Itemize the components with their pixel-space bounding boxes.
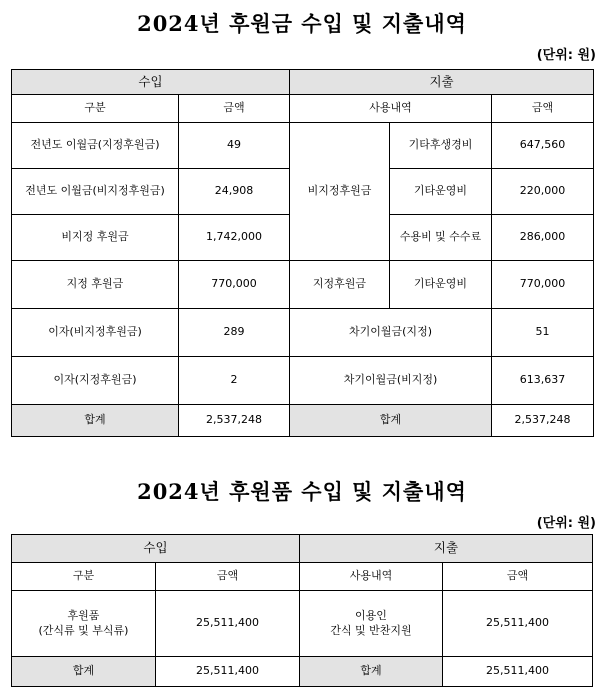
cash-income-label-5: 이자(비지정후원금): [12, 309, 179, 357]
goods-col-usage: 사용내역: [300, 563, 443, 591]
cash-unit: (단위: 원): [536, 48, 596, 63]
goods-col-amount2: 금액: [443, 563, 593, 591]
goods-income-amount: 25,511,400: [156, 591, 300, 657]
cash-income-amount-6: 2: [179, 357, 290, 405]
cash-expense-label-2: 기타운영비: [390, 169, 492, 215]
cash-expense-amount-2: 220,000: [492, 169, 594, 215]
cash-income-label-1: 전년도 이월금(지정후원금): [12, 123, 179, 169]
cash-col-usage: 사용내역: [290, 95, 492, 123]
cash-expense-amount-5: 51: [492, 309, 594, 357]
cash-income-amount-1: 49: [179, 123, 290, 169]
cash-expense-total: 2,537,248: [492, 405, 594, 437]
goods-table: [11, 534, 593, 687]
goods-income-label-line1: 후원품: [67, 608, 100, 622]
cash-expense-amount-6: 613,637: [492, 357, 594, 405]
cash-expense-amount-3: 286,000: [492, 215, 594, 261]
goods-unit: (단위: 원): [536, 516, 596, 531]
goods-expense-amount: 25,511,400: [443, 591, 593, 657]
cash-col-amount: 금액: [179, 95, 290, 123]
goods-expense-header: 지출: [300, 535, 593, 563]
cash-expense-label-6: 차기이월금(비지정): [290, 357, 492, 405]
goods-expense-label-line2: 간식 및 반찬지원: [330, 623, 412, 637]
cash-col-category: 구분: [12, 95, 179, 123]
cash-income-label-3: 비지정 후원금: [12, 215, 179, 261]
cash-title: 2024년 후원금 수입 및 지출내역: [137, 11, 467, 36]
cash-income-total-label: 합계: [12, 405, 179, 437]
cash-expense-label-1: 기타후생경비: [390, 123, 492, 169]
cash-table: [11, 69, 594, 437]
goods-expense-total: 25,511,400: [443, 657, 593, 687]
cash-expense-group-designated: 지정후원금: [290, 261, 390, 309]
goods-income-label: [12, 591, 156, 657]
cash-income-label-4: 지정 후원금: [12, 261, 179, 309]
cash-expense-total-label: 합계: [290, 405, 492, 437]
cash-expense-group-nondesignated: 비지정후원금: [290, 123, 390, 261]
goods-title: 2024년 후원품 수입 및 지출내역: [137, 479, 467, 504]
cash-income-label-6: 이자(지정후원금): [12, 357, 179, 405]
goods-col-amount: 금액: [156, 563, 300, 591]
cash-income-amount-5: 289: [179, 309, 290, 357]
goods-income-label-line2: (간식류 및 부식류): [38, 623, 129, 637]
goods-expense-label: [300, 591, 443, 657]
goods-income-header: 수입: [12, 535, 300, 563]
cash-income-label-2: 전년도 이월금(비지정후원금): [12, 169, 179, 215]
goods-col-category: 구분: [12, 563, 156, 591]
goods-expense-total-label: 합계: [300, 657, 443, 687]
cash-col-amount2: 금액: [492, 95, 594, 123]
goods-expense-label-line1: 이용인: [355, 608, 387, 622]
cash-expense-label-4: 기타운영비: [390, 261, 492, 309]
cash-expense-header: 지출: [290, 70, 594, 95]
cash-income-header: 수입: [12, 70, 290, 95]
cash-income-amount-4: 770,000: [179, 261, 290, 309]
cash-income-amount-2: 24,908: [179, 169, 290, 215]
goods-income-total: 25,511,400: [156, 657, 300, 687]
goods-income-total-label: 합계: [12, 657, 156, 687]
cash-expense-label-5: 차기이월금(지정): [290, 309, 492, 357]
cash-income-amount-3: 1,742,000: [179, 215, 290, 261]
cash-expense-amount-4: 770,000: [492, 261, 594, 309]
cash-expense-label-3: 수용비 및 수수료: [390, 215, 492, 261]
cash-income-total: 2,537,248: [179, 405, 290, 437]
cash-expense-amount-1: 647,560: [492, 123, 594, 169]
